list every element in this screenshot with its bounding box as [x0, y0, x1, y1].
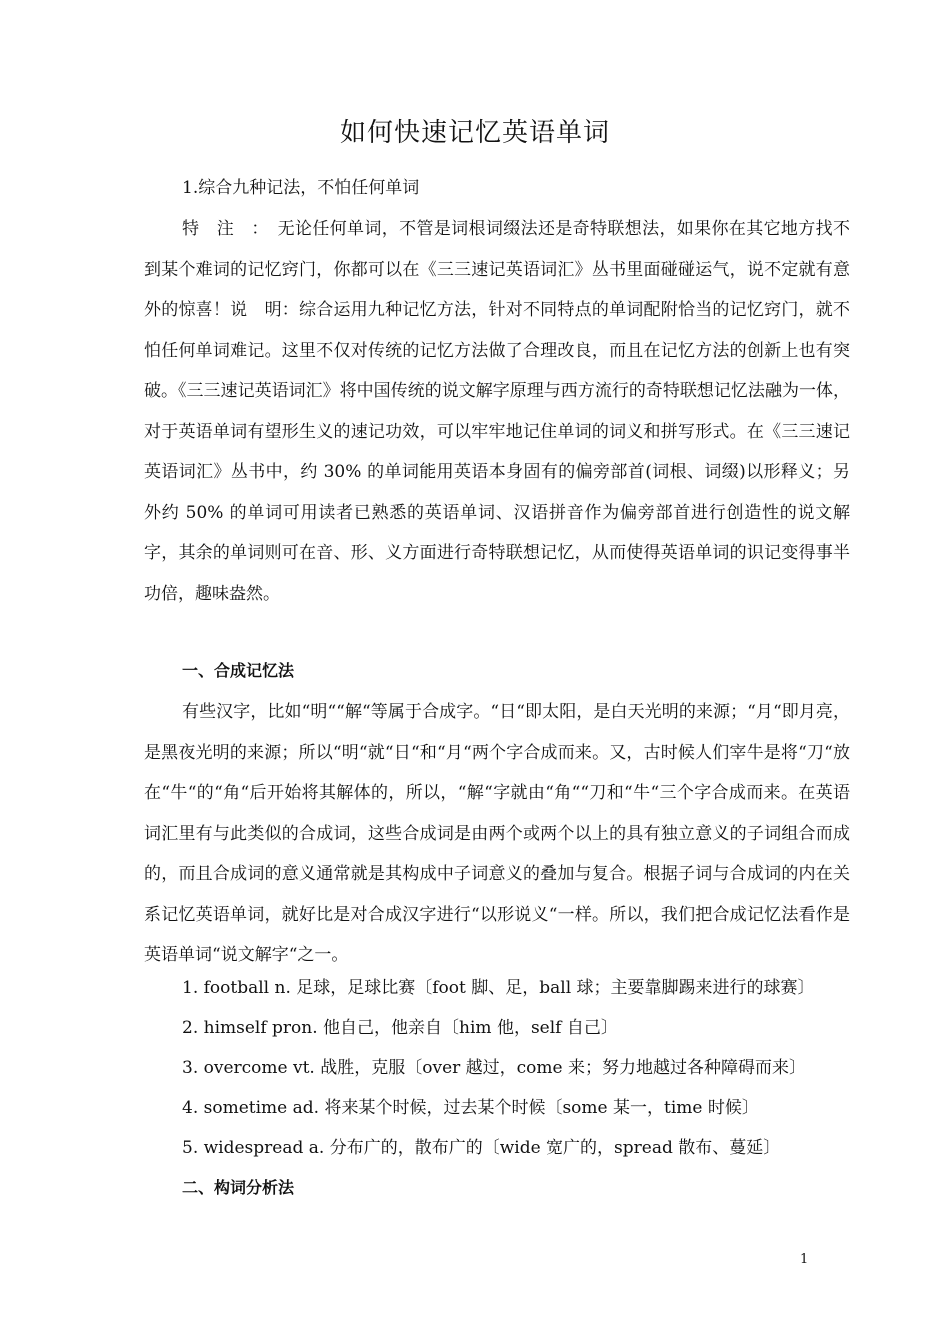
document-title: 如何快速记忆英语单词 — [339, 118, 610, 148]
example-item: 1. football n. 足球，足球比赛〔foot 脚、足，ball 球；主要靠脚踢来进行的球赛〕 — [182, 978, 815, 998]
heading-compound-method: 一、合成记忆法 — [182, 661, 295, 680]
intro-paragraph: 特 注 ： 无论任何单词，不管是词根词缀法还是奇特联想法，如果你在其它地方找不到某个难词的记忆窍门，你都可以在《三三速记英语词汇》丛书里面碰碰运气，说不定就有意外的惊喜！说 明：综合运用九种记忆方法，针对不同特点的单词配附恰当的记忆窍门，就不怕任何单词难记。这里不仅对传统的记忆方法做了合理改良，而且在记忆方法的创新上也有突破。《三三速记英语词汇》将中国传统的说文解字原理与西方流行的奇特联想记忆法融为一体，对于英语单词有望形生义的速记功效，可以牢牢地记住单词的词义和拼写形式。在《三三速记英语词汇》丛书中，约 30% 的单词能用英语本身固有的偏旁部首(词根、词缀)以形释义；另外约 50% 的单词可用读者已熟悉的英语单词、汉语拼音作为偏旁部首进行创造性的说文解字，其余的单词则可在音、形、义方面进行奇特联想记忆，从而使得英语单词的识记变得事半功倍，趣味盎然。 — [144, 219, 850, 604]
page-number: 1 — [800, 1252, 809, 1267]
section-heading-1: 1.综合九种记法，不怕任何单词 — [182, 178, 420, 198]
heading-word-analysis: 二、构词分析法 — [182, 1178, 295, 1197]
example-item: 2. himself pron. 他自己，他亲自〔him 他，self 自己〕 — [182, 1018, 618, 1038]
example-item: 3. overcome vt. 战胜，克服〔over 越过，come 来；努力地越过各种障碍而来〕 — [182, 1058, 807, 1078]
example-item: 4. sometime ad. 将来某个时候，过去某个时候〔some 某一，time 时候〕 — [182, 1098, 759, 1118]
example-item: 5. widespread a. 分布广的，散布广的〔wide 宽广的，spread 散布、蔓延〕 — [182, 1138, 781, 1158]
compound-paragraph: 有些汉字，比如“明““解“等属于合成字。“日“即太阳，是白天光明的来源；“月“即月亮，是黑夜光明的来源；所以“明“就“日“和“月“两个字合成而来。又，古时候人们宰牛是将“刀“放在“牛“的“角“后开始将其解体的，所以，“解“字就由“角““刀和“牛“三个字合成而来。在英语词汇里有与此类似的合成词，这些合成词是由两个或两个以上的具有独立意义的子词组合而成的，而且合成词的意义通常就是其构成中子词意义的叠加与复合。根据子词与合成词的内在关系记忆英语单词，就好比是对合成汉字进行“以形说义“一样。所以，我们把合成记忆法看作是英语单词“说文解字“之一。 — [144, 702, 850, 965]
